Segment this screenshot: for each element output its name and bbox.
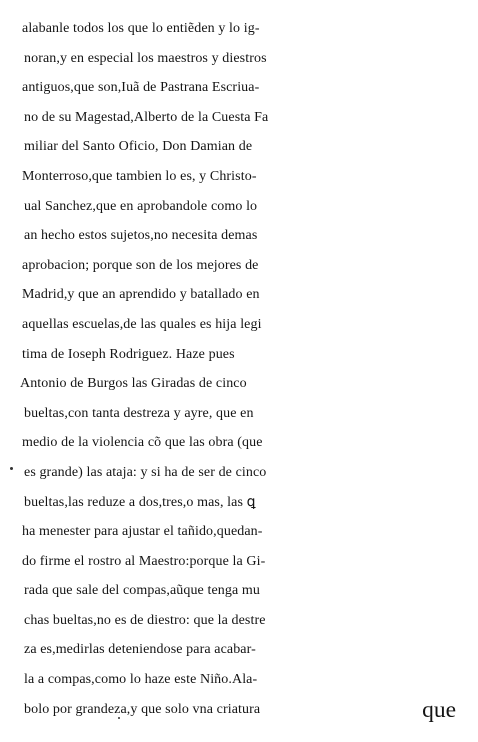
text-line: la a compas,como lo haze este Niño.Ala- xyxy=(24,672,258,688)
text-line: ha menester para ajustar el tañido,quedan- xyxy=(22,524,263,540)
text-line: Madrid,y que an aprendido y batallado en xyxy=(22,287,260,303)
text-line: antiguos,que son,Iuã de Pastrana Escriua- xyxy=(22,80,260,96)
text-line: bolo por grandeza,y que solo vna criatura xyxy=(24,701,261,717)
catchword: que xyxy=(422,697,456,723)
text-line: do firme el rostro al Maestro:porque la Gi- xyxy=(22,553,266,569)
text-line: noran,y en especial los maestros y diestros xyxy=(24,50,267,66)
text-line: es grande) las ataja: y si ha de ser de cinco xyxy=(24,464,267,480)
text-line: chas bueltas,no es de diestro: que la destre xyxy=(24,612,266,628)
text-line: no de su Magestad,Alberto de la Cuesta Fa xyxy=(24,109,269,125)
text-line: miliar del Santo Oficio, Don Damian de xyxy=(24,139,253,155)
text-line: za es,medirlas deteniendose para acabar- xyxy=(24,642,256,658)
text-line: aquellas escuelas,de las quales es hija legi xyxy=(22,316,262,332)
text-line: Antonio de Burgos las Giradas de cinco xyxy=(20,376,247,392)
ink-speck xyxy=(118,717,120,719)
text-line: bueltas,con tanta destreza y ayre, que en xyxy=(24,405,254,421)
text-line: aprobacion; porque son de los mejores de xyxy=(22,257,259,273)
text-line: tima de Ioseph Rodriguez. Haze pues xyxy=(22,346,235,362)
text-line: medio de la violencia cõ que las obra (que xyxy=(22,435,263,451)
text-line: bueltas,las reduze a dos,tres,o mas, las ꝗ xyxy=(24,494,256,510)
body-text xyxy=(12,14,470,724)
text-line: ual Sanchez,que en aprobandole como lo xyxy=(24,198,258,214)
ink-speck xyxy=(10,467,13,470)
text-line: an hecho estos sujetos,no necesita demas xyxy=(24,228,258,244)
text-line: Monterroso,que tambien lo es, y Christo- xyxy=(22,168,257,184)
text-line: alabanle todos los que lo entiẽden y lo ig- xyxy=(22,21,260,36)
text-line: rada que sale del compas,aũque tenga mu xyxy=(24,583,260,599)
